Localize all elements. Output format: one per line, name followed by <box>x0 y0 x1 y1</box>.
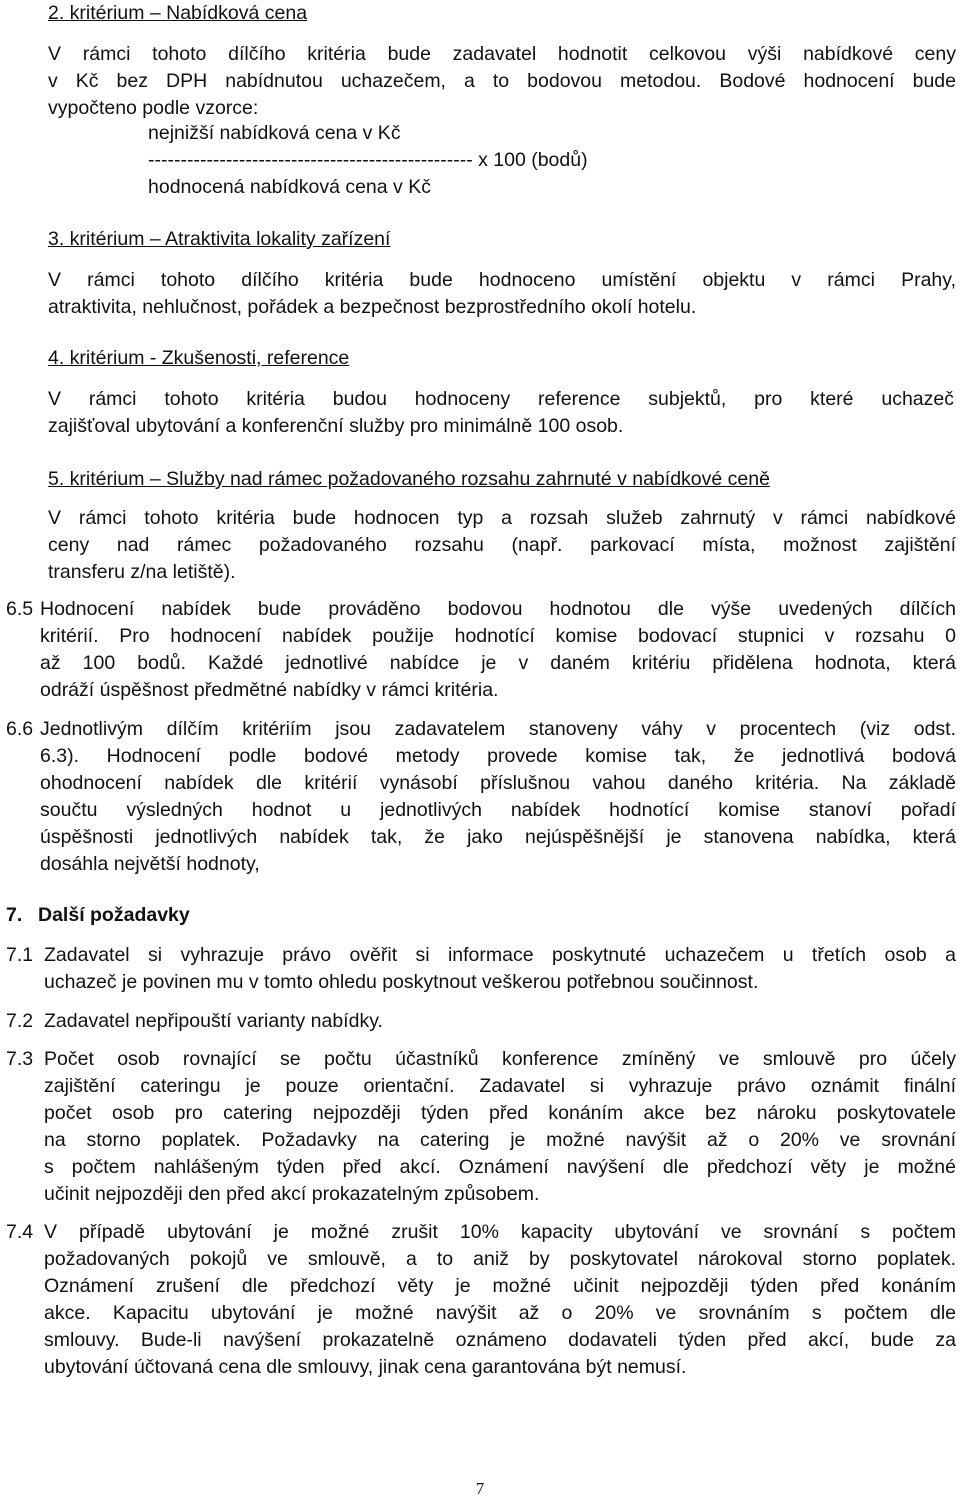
text-line: ohodnocení nabídek dle kritérií vynásobí příslušnou vahou daného kritéria. Na základě <box>40 772 956 794</box>
text-line: V rámci tohoto dílčího kritéria bude zadavatel hodnotit celkovou výši nabídkové ceny <box>48 43 956 65</box>
text-line: zajišťoval ubytování a konferenční služby pro minimálně 100 osob. <box>48 415 624 437</box>
text-line: V rámci tohoto dílčího kritéria bude hodnoceno umístění objektu v rámci Prahy, <box>48 269 956 291</box>
text-line: Oznámení zrušení dle předchozí věty je možné učinit nejpozději týden před konáním <box>44 1275 956 1297</box>
criterion-4-text <box>48 386 954 440</box>
text-line: Počet osob rovnající se počtu účastníků konference zmíněný ve smlouvě pro účely <box>44 1048 956 1070</box>
text-line: úspěšnosti jednotlivých nabídek tak, že jako nejúspěšnější je stanovena nabídka, která <box>40 826 956 848</box>
text-line: součtu výsledných hodnot u jednotlivých nabídek hodnotící komise stanoví pořadí <box>40 799 956 821</box>
text-line: Jednotlivým dílčím kritériím jsou zadavatelem stanoveny váhy v procentech (viz odst. <box>40 718 956 740</box>
text-line: V rámci tohoto kritéria budou hodnoceny reference subjektů, pro které uchazeč <box>48 388 954 410</box>
section-7-2-text: Zadavatel nepřipouští varianty nabídky. <box>44 1010 383 1032</box>
page-number: 7 <box>475 1479 485 1498</box>
text-line: atraktivita, nehlučnost, pořádek a bezpečnost bezprostředního okolí hotelu. <box>48 296 697 318</box>
section-7-title: Další požadavky <box>38 904 190 926</box>
text-line: zajištění cateringu je pouze orientační. Zadavatel si vyhrazuje právo oznámit finální <box>44 1075 956 1097</box>
text-line: v Kč bez DPH nabídnutou uchazečem, a to bodovou metodou. Bodové hodnocení bude <box>48 70 956 92</box>
text-line: Hodnocení nabídek bude prováděno bodovou hodnotou dle výše uvedených dílčích <box>40 598 956 620</box>
text-line: ubytování účtovaná cena dle smlouvy, jinak cena garantována být nemusí. <box>44 1356 687 1378</box>
formula-denominator: hodnocená nabídková cena v Kč <box>148 176 431 198</box>
text-line: smlouvy. Bude-li navýšení prokazatelně oznámeno dodavateli týden před akcí, bude za <box>44 1329 956 1351</box>
text-line: s počtem nahlášeným týden před akcí. Oznámení navýšení dle předchozí věty je možné <box>44 1156 956 1178</box>
text-line: Zadavatel si vyhrazuje právo ověřit si informace poskytnuté uchazečem u třetích osob a <box>44 944 956 966</box>
formula-numerator: nejnižší nabídková cena v Kč <box>148 122 401 144</box>
criterion-3-text <box>48 267 956 321</box>
text-line: na storno poplatek. Požadavky na catering je možné navýšit až o 20% ve srovnání <box>44 1129 956 1151</box>
criterion-3-heading: 3. kritérium – Atraktivita lokality zařízení <box>48 228 391 250</box>
section-7-4-number: 7.4 <box>6 1221 34 1243</box>
criterion-2-heading: 2. kritérium – Nabídková cena <box>48 2 308 24</box>
section-6-6-number: 6.6 <box>6 718 34 740</box>
text-line: 6.3). Hodnocení podle bodové metody provede komise tak, že jednotlivá bodová <box>40 745 956 767</box>
section-7-1-number: 7.1 <box>6 944 34 966</box>
section-7-3-number: 7.3 <box>6 1048 34 1070</box>
section-7-2-number: 7.2 <box>6 1010 34 1032</box>
formula-fraction-bar: -------------------------------------------------- x 100 (bodů) <box>148 149 588 171</box>
text-line: počet osob pro catering nejpozději týden před konáním akce bez nároku poskytovatele <box>44 1102 956 1124</box>
text-line: odráží úspěšnost předmětné nabídky v rámci kritéria. <box>40 679 499 701</box>
criterion-5-text <box>48 505 956 586</box>
section-6-5-number: 6.5 <box>6 598 34 620</box>
text-line: ceny nad rámec požadovaného rozsahu (např. parkovací místa, možnost zajištění <box>48 534 956 556</box>
text-line: vypočteno podle vzorce: <box>48 97 259 119</box>
criterion-5-heading: 5. kritérium – Služby nad rámec požadovaného rozsahu zahrnuté v nabídkové ceně <box>48 468 770 490</box>
text-line: kritérií. Pro hodnocení nabídek použije hodnotící komise bodovací stupnici v rozsahu 0 <box>40 625 956 647</box>
text-line: učinit nejpozději den před akcí prokazatelným způsobem. <box>44 1183 540 1205</box>
text-line: až 100 bodů. Každé jednotlivé nabídce je v daném kritériu přidělena hodnota, která <box>40 652 956 674</box>
section-6-5-text <box>40 596 956 704</box>
text-line: transferu z/na letiště). <box>48 561 236 583</box>
section-7-3-text <box>44 1046 956 1208</box>
section-7-number: 7. <box>6 904 23 926</box>
criterion-2-text <box>48 41 956 122</box>
text-line: akce. Kapacitu ubytování je možné navýšit až o 20% ve srovnáním s počtem dle <box>44 1302 956 1324</box>
text-line: V případě ubytování je možné zrušit 10% kapacity ubytování ve srovnání s počtem <box>44 1221 956 1243</box>
text-line: dosáhla největší hodnoty, <box>40 853 260 875</box>
text-line: V rámci tohoto kritéria bude hodnocen typ a rozsah služeb zahrnutý v rámci nabídkové <box>48 507 956 529</box>
text-line: uchazeč je povinen mu v tomto ohledu poskytnout veškerou potřebnou součinnost. <box>44 971 759 993</box>
section-7-4-text <box>44 1219 956 1381</box>
section-6-6-text <box>40 716 956 878</box>
section-7-1-text <box>44 942 956 996</box>
text-line: požadovaných pokojů ve smlouvě, a to aniž by poskytovatel nárokoval storno poplatek. <box>44 1248 956 1270</box>
criterion-4-heading: 4. kritérium - Zkušenosti, reference <box>48 347 350 369</box>
